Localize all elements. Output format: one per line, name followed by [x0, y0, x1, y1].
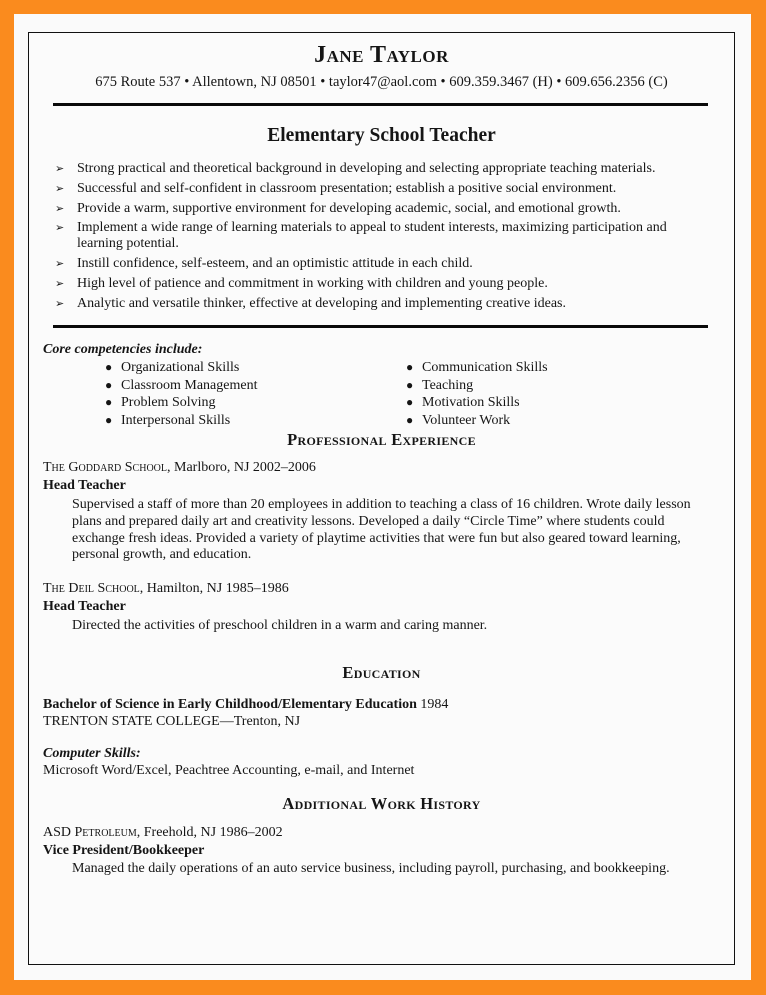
dot-bullet-icon: ● — [105, 395, 113, 409]
dot-bullet-icon: ● — [406, 377, 414, 392]
education-heading: Education — [342, 663, 421, 682]
job-role: Vice President/Bookkeeper — [43, 843, 205, 858]
experience-heading: Professional Experience — [287, 430, 476, 449]
computer-skills-list: Microsoft Word/Excel, Peachtree Accounting, e-mail, and Internet — [43, 763, 415, 778]
paper-sheet — [14, 14, 751, 980]
contact-line: 675 Route 537 • Allentown, NJ 08501 • taylor47@aol.com • 609.359.3467 (H) • 609.656.2356 (C) — [95, 74, 668, 90]
summary-bullet: ➢ Implement a wide range of learning materials to appeal to student interests, maximizing participation and learning potential. — [55, 220, 667, 252]
job-title: Elementary School Teacher — [267, 125, 496, 146]
resume-border-box — [28, 32, 735, 965]
employer-name: The Goddard School — [43, 460, 167, 475]
competency-item: ● Teaching — [406, 377, 474, 393]
dot-bullet-icon: ● — [406, 395, 414, 409]
arrowhead-bullet-icon: ➢ — [55, 182, 65, 195]
summary-bullet: ➢ High level of patience and commitment in working with children and young people. — [55, 275, 548, 291]
arrowhead-bullet-icon: ➢ — [55, 277, 65, 290]
arrowhead-bullet-icon: ➢ — [55, 297, 65, 310]
computer-skills-label: Computer Skills: — [43, 746, 141, 761]
competency-item: ● Interpersonal Skills — [105, 412, 231, 428]
summary-bullet: ➢ Provide a warm, supportive environment for developing academic, social, and emotional growth. — [55, 200, 621, 216]
employer-name: Petroleum — [74, 825, 137, 840]
employer-prefix: ASD — [43, 825, 75, 840]
job-role: Head Teacher — [43, 599, 126, 614]
competency-item: ● Motivation Skills — [406, 395, 520, 410]
arrowhead-bullet-icon: ➢ — [55, 258, 65, 271]
employer-line — [43, 460, 316, 476]
arrowhead-bullet-icon: ➢ — [55, 163, 65, 175]
employer-location-dates: , Freehold, NJ 1986–2002 — [136, 825, 283, 840]
job-description: Managed the daily operations of an auto service business, including payroll, purchasing, and bookkeeping. — [72, 861, 670, 876]
arrowhead-bullet-icon: ➢ — [55, 222, 65, 235]
degree-name: Bachelor of Science in Early Childhood/Elementary Education — [43, 697, 417, 712]
dot-bullet-icon: ● — [105, 412, 113, 427]
competency-item: ● Organizational Skills — [105, 360, 240, 375]
summary-bullet: ➢ Strong practical and theoretical background in developing and selecting appropriate teaching materials. — [55, 161, 656, 176]
dot-bullet-icon: ● — [105, 360, 113, 374]
additional-work-heading: Additional Work History — [282, 794, 481, 813]
competency-item: ● Volunteer Work — [406, 412, 511, 428]
summary-bullet: ➢ Successful and self-confident in classroom presentation; establish a positive social environment. — [55, 180, 617, 196]
employer-line — [43, 581, 289, 597]
header-divider — [53, 103, 708, 106]
school-line: TRENTON STATE COLLEGE—Trenton, NJ — [43, 714, 301, 729]
dot-bullet-icon: ● — [406, 412, 414, 427]
summary-bullets — [53, 161, 713, 316]
employer-line — [43, 825, 283, 841]
competencies-label: Core competencies include: — [43, 342, 203, 357]
competency-item: ● Classroom Management — [105, 377, 258, 393]
degree-year: 1984 — [416, 697, 449, 712]
employer-name: The Deil School — [43, 581, 140, 596]
competencies-right-column — [406, 359, 548, 429]
employer-location-dates: , Marlboro, NJ 2002–2006 — [167, 460, 316, 475]
arrowhead-bullet-icon: ➢ — [55, 202, 65, 215]
competency-item: ● Communication Skills — [406, 360, 548, 375]
dot-bullet-icon: ● — [406, 360, 414, 374]
dot-bullet-icon: ● — [105, 377, 113, 392]
job-description: Supervised a staff of more than 20 employees in addition to teaching a class of 16 children. Wrote daily lesson plans and prepared daily art and creativity lessons. Developed a daily “Circle Time” where students could exchange fresh ideas. Provided a variety of playtime activities that were fun but also geared toward learning, personal growth, and education. — [72, 497, 691, 563]
job-description: Directed the activities of preschool children in a warm and caring manner. — [72, 618, 488, 633]
summary-bullet: ➢ Instill confidence, self-esteem, and an optimistic attitude in each child. — [55, 256, 473, 272]
competency-item: ● Problem Solving — [105, 395, 216, 410]
degree-line — [43, 697, 448, 713]
candidate-name: Jane Taylor — [314, 42, 449, 68]
competencies-left-column — [105, 359, 257, 429]
summary-divider — [53, 325, 708, 328]
employer-location-dates: , Hamilton, NJ 1985–1986 — [139, 581, 289, 596]
summary-bullet: ➢ Analytic and versatile thinker, effective at developing and implementing creative ideas. — [55, 295, 566, 311]
job-role: Head Teacher — [43, 478, 126, 493]
